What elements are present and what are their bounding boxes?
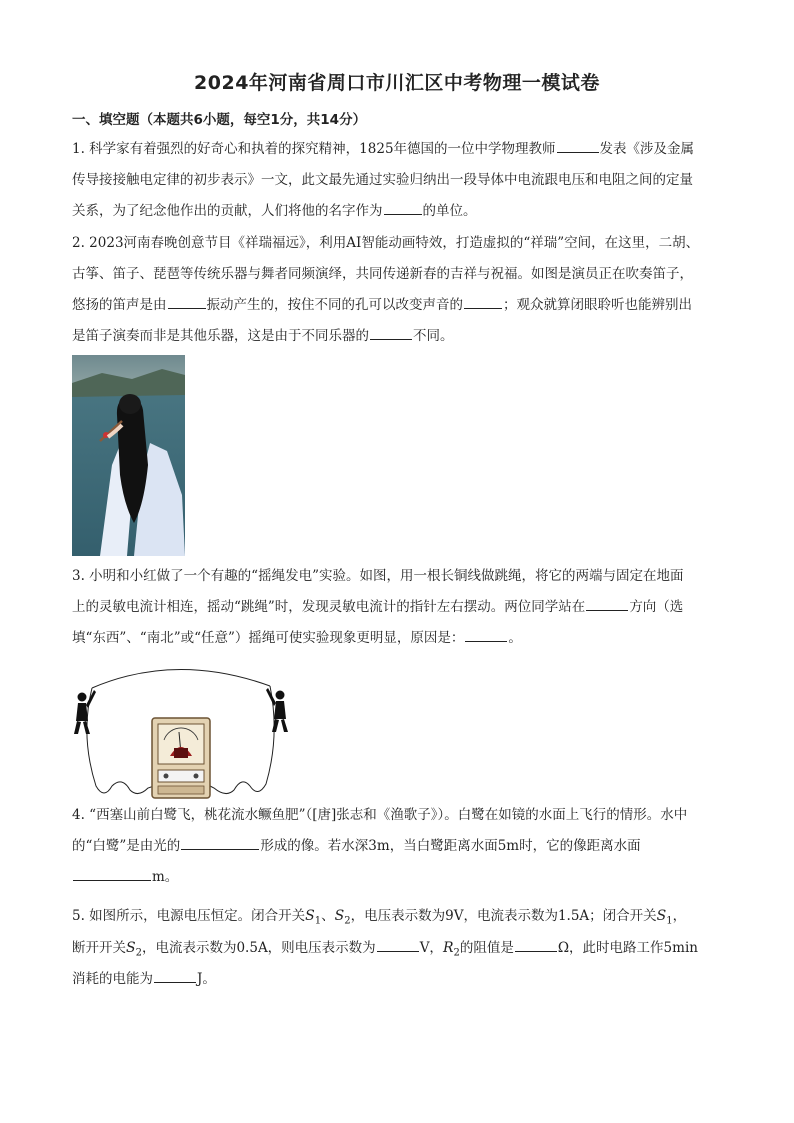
question-1: 1. 科学家有着强烈的好奇心和执着的探究精神，1825年德国的一位中学物理教师 发表《涉及金属 传导接接触电定律的初步表示》一文，此文最先通过实验归纳出一段导体中电流跟电压和电阻之间的定量 关系，为了纪念他作出的贡献，人们将他的名字作为 的单位。	[72, 134, 732, 227]
answer-blank[interactable]	[181, 832, 259, 850]
question-5: 5. 如图所示，电源电压恒定。闭合开关$S_1$、$S_2$，电压表示数为9V，电流表示数为1.5A；闭合开关$S_1$， 断开开关$S_2$，电流表示数为0.5A，则电压表示数为 V，$R_2$的阻值是 Ω，此时电路工作5min 消耗的电能为 J。	[72, 908, 698, 987]
section-heading: 一、填空题（本题共6小题，每空1分，共14分）	[72, 112, 367, 128]
galvanometer-icon	[152, 718, 210, 798]
rope-generator-diagram	[66, 666, 306, 800]
answer-blank[interactable]	[154, 965, 196, 983]
student-left-icon	[74, 690, 96, 734]
answer-blank[interactable]	[384, 197, 422, 215]
answer-blank[interactable]	[586, 593, 628, 611]
answer-blank[interactable]	[377, 934, 419, 952]
question-2: 2. 2023河南春晚创意节目《祥瑞福远》，利用AI智能动画特效，打造虚拟的“祥瑞”空间，在这里，二胡、 古筝、笛子、琵琶等传统乐器与舞者同频演绎，共同传递新春的吉祥与祝福。如图是演员正在吹奏笛子， 悠扬的笛声是由 振动产生的，按住不同的孔可以改变声音的 ；观众就算闭眼聆听也能辨别出 是笛子演奏而非是其他乐器，这是由于不同乐器的 不同。	[72, 235, 700, 344]
question-3: 3. 小明和小红做了一个有趣的“摇绳发电”实验。如图，用一根长铜线做跳绳，将它的两端与固定在地面 上的灵敏电流计相连，摇动“跳绳”时，发现灵敏电流计的指针左右摆动。两位同学站在 方向（选 填“东西”、“南北”或“任意”）摇绳可使实验现象更明显，原因是： 。	[72, 568, 684, 646]
answer-blank[interactable]	[168, 291, 206, 309]
answer-blank[interactable]	[370, 322, 412, 340]
answer-blank[interactable]	[464, 291, 502, 309]
question-4: 4. “西塞山前白鹭飞，桃花流水鳜鱼肥”（[唐]张志和《渔歌子》）。白鹭在如镜的水面上飞行的情形。水中 的“白鹭”是由光的 形成的像。若水深3m，当白鹭距离水面5m时，它的像距离水面 m。	[72, 807, 688, 885]
answer-blank[interactable]	[73, 863, 151, 881]
answer-blank[interactable]	[557, 135, 599, 153]
answer-blank[interactable]	[465, 624, 507, 642]
exam-title: 2024年河南省周口市川汇区中考物理一模试卷	[194, 72, 600, 94]
flute-player-photo	[72, 355, 185, 556]
answer-blank[interactable]	[515, 934, 557, 952]
student-right-icon	[266, 688, 288, 732]
